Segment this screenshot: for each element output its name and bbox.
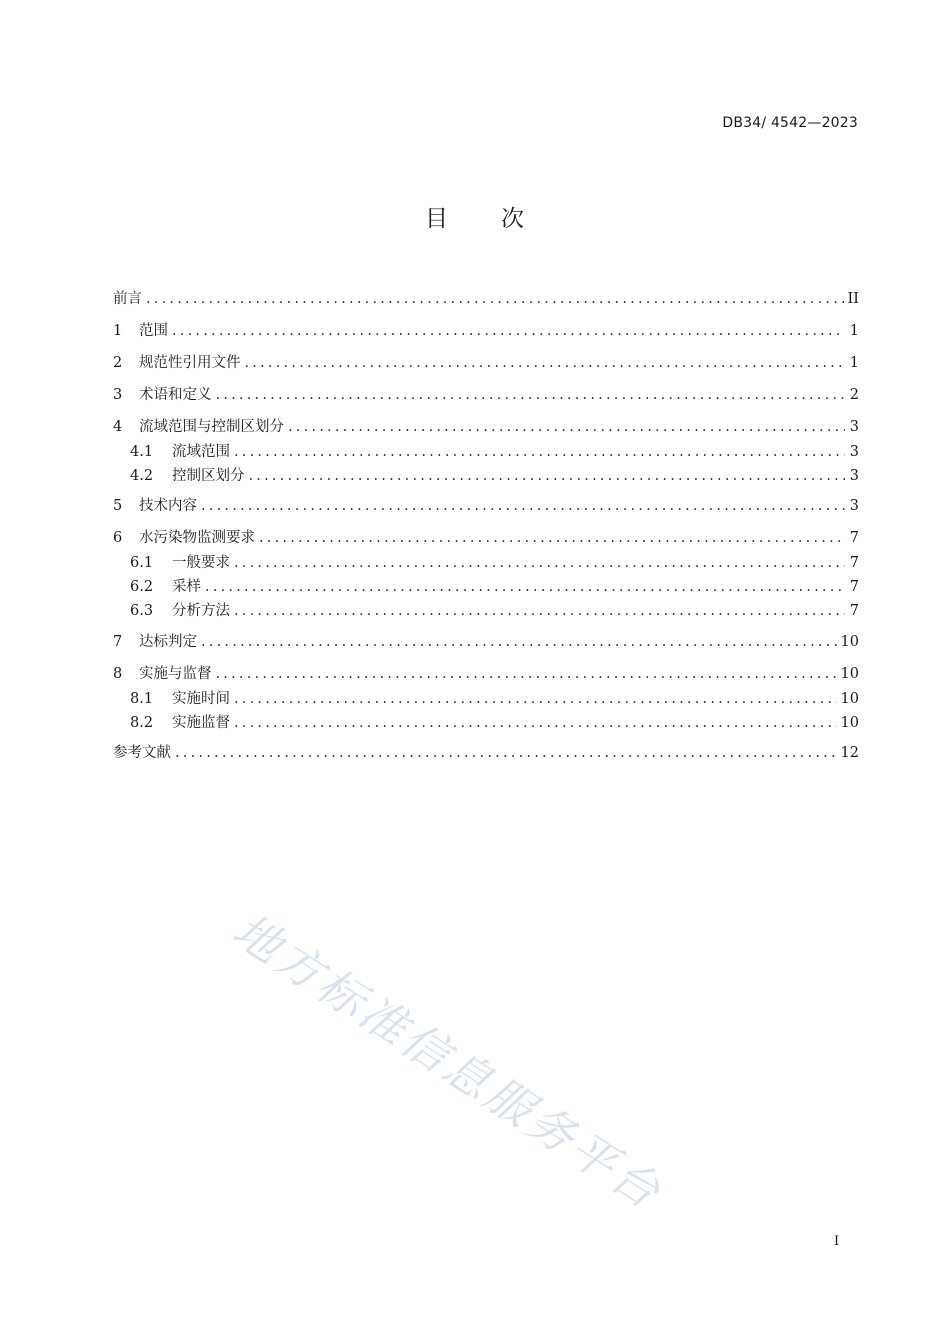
toc-label: 参考文献 [113,745,171,761]
toc-number: 2 [113,355,123,371]
page-title [0,200,950,233]
toc-entry-foreword[interactable] [113,288,859,310]
toc-label: 技术内容 [139,498,197,514]
toc-number: 6.2 [130,579,154,595]
toc-label: 流域范围与控制区划分 [139,419,284,435]
toc-leader-dots [288,416,845,438]
toc-leader-dots [234,600,845,622]
toc-number: 6.3 [130,603,154,619]
toc-label: 术语和定义 [139,387,212,403]
toc-entry-4-1[interactable] [113,441,859,463]
toc-page: II [847,291,859,307]
toc-leader-dots [216,663,837,685]
toc-leader-dots [249,465,846,487]
toc-leader-dots [201,495,845,517]
toc-leader-dots [234,441,845,463]
toc-page: 7 [849,603,859,619]
toc-entry-6-1[interactable] [113,552,859,574]
toc-label: 前言 [113,291,142,307]
toc-page: 10 [840,634,859,650]
toc-entry-references[interactable] [113,742,859,764]
toc-page: 7 [849,579,859,595]
toc-page: 10 [840,666,859,682]
toc-page: 7 [849,555,859,571]
toc-number: 8.2 [130,715,154,731]
toc-page: 3 [849,419,859,435]
toc-page: 12 [840,745,859,761]
toc-number: 1 [113,323,123,339]
page-number: I [834,1234,840,1249]
toc-label: 流域范围 [172,444,230,460]
toc-leader-dots [234,688,837,710]
toc-leader-dots [245,352,846,374]
toc-label: 一般要求 [172,555,230,571]
toc-leader-dots [205,576,845,598]
toc-entry-8[interactable] [113,663,859,685]
toc-leader-dots [201,631,837,653]
toc-label: 实施与监督 [139,666,212,682]
toc-entry-7[interactable] [113,631,859,653]
toc-leader-dots [259,527,845,549]
toc-number: 6 [113,530,123,546]
toc-page: 1 [849,355,859,371]
toc-number: 5 [113,498,123,514]
toc-number: 4 [113,419,123,435]
toc-number: 6.1 [130,555,154,571]
toc-number: 8 [113,666,123,682]
toc-page: 3 [849,468,859,484]
toc-leader-dots [172,320,845,342]
document-code: DB34/ 4542—2023 [722,115,858,131]
page-title-part1: 目 [425,206,449,232]
watermark: 地方标准信息服务平台 [223,902,673,1221]
toc-entry-3[interactable] [113,384,859,406]
toc-entry-2[interactable] [113,352,859,374]
toc-number: 7 [113,634,123,650]
page-title-part2: 次 [501,206,525,232]
toc-page: 1 [849,323,859,339]
toc-entry-4-2[interactable] [113,465,859,487]
toc-label: 范围 [139,323,168,339]
toc-leader-dots [234,712,837,734]
toc-page: 3 [849,444,859,460]
toc-entry-5[interactable] [113,495,859,517]
toc-leader-dots [146,288,844,310]
toc-entry-4[interactable] [113,416,859,438]
toc-number: 4.1 [130,444,154,460]
toc-label: 规范性引用文件 [139,355,241,371]
toc-label: 采样 [172,579,201,595]
toc-entry-6-2[interactable] [113,576,859,598]
toc-number: 8.1 [130,691,154,707]
toc-label: 分析方法 [172,603,230,619]
toc-label: 实施时间 [172,691,230,707]
toc-page: 2 [849,387,859,403]
toc-page: 10 [840,715,859,731]
toc-page: 7 [849,530,859,546]
toc-leader-dots [216,384,846,406]
toc-number: 3 [113,387,123,403]
toc-entry-6-3[interactable] [113,600,859,622]
toc-entry-8-1[interactable] [113,688,859,710]
toc-number: 4.2 [130,468,154,484]
toc-page: 3 [849,498,859,514]
toc-leader-dots [175,742,837,764]
toc-entry-8-2[interactable] [113,712,859,734]
toc-entry-6[interactable] [113,527,859,549]
toc-leader-dots [234,552,845,574]
toc-label: 实施监督 [172,715,230,731]
toc-label: 控制区划分 [172,468,245,484]
toc-label: 水污染物监测要求 [139,530,255,546]
toc-label: 达标判定 [139,634,197,650]
toc-entry-1[interactable] [113,320,859,342]
toc-page: 10 [840,691,859,707]
